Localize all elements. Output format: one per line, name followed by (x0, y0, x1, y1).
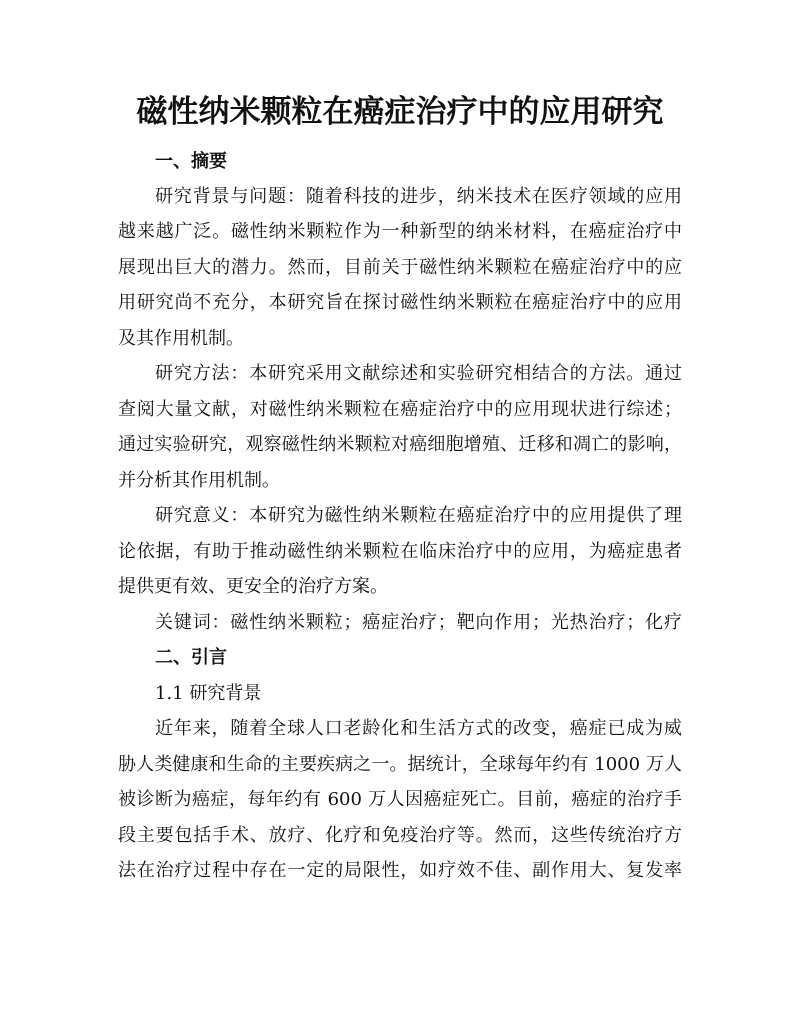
keywords-line: 关键词：磁性纳米颗粒；癌症治疗；靶向作用；光热治疗；化疗 (155, 612, 682, 633)
abstract-significance-line-2: 论依据，有助于推动磁性纳米颗粒在临床治疗中的应用，为癌症患者 (118, 541, 682, 562)
abstract-method-line-1: 研究方法：本研究采用文献综述和实验研究相结合的方法。通过 (155, 363, 682, 384)
intro-line-2: 胁人类健康和生命的主要疾病之一。据统计，全球每年约有 1000 万人 (118, 754, 682, 775)
abstract-significance-line-1: 研究意义：本研究为磁性纳米颗粒在癌症治疗中的应用提供了理 (155, 505, 682, 526)
abstract-background-line-4: 用研究尚不充分，本研究旨在探讨磁性纳米颗粒在癌症治疗中的应用 (118, 292, 682, 313)
abstract-background-line-3: 展现出巨大的潜力。然而，目前关于磁性纳米颗粒在癌症治疗中的应 (118, 257, 682, 278)
intro-line-3: 被诊断为癌症，每年约有 600 万人因癌症死亡。目前，癌症的治疗手 (118, 789, 682, 810)
abstract-significance-line-3: 提供更有效、更安全的治疗方案。 (118, 576, 388, 597)
section-heading-introduction: 二、引言 (155, 647, 227, 668)
abstract-method-line-3: 通过实验研究，观察磁性纳米颗粒对癌细胞增殖、迁移和凋亡的影响， (118, 434, 682, 455)
intro-line-5: 法在治疗过程中存在一定的局限性，如疗效不佳、副作用大、复发率 (118, 860, 682, 881)
abstract-background-line-2: 越来越广泛。磁性纳米颗粒作为一种新型的纳米材料，在癌症治疗中 (118, 221, 682, 242)
document-title: 磁性纳米颗粒在癌症治疗中的应用研究 (136, 94, 664, 130)
subsection-heading-background: 1.1 研究背景 (155, 683, 262, 704)
abstract-method-line-2: 查阅大量文献，对磁性纳米颗粒在癌症治疗中的应用现状进行综述； (118, 399, 682, 420)
abstract-method-line-4: 并分析其作用机制。 (118, 470, 280, 491)
intro-line-1: 近年来，随着全球人口老龄化和生活方式的改变，癌症已成为威 (155, 718, 682, 739)
abstract-background-line-1: 研究背景与问题：随着科技的进步，纳米技术在医疗领域的应用 (155, 186, 682, 207)
abstract-background-line-5: 及其作用机制。 (118, 328, 244, 349)
intro-line-4: 段主要包括手术、放疗、化疗和免疫治疗等。然而，这些传统治疗方 (118, 825, 682, 846)
section-heading-abstract: 一、摘要 (155, 151, 227, 172)
